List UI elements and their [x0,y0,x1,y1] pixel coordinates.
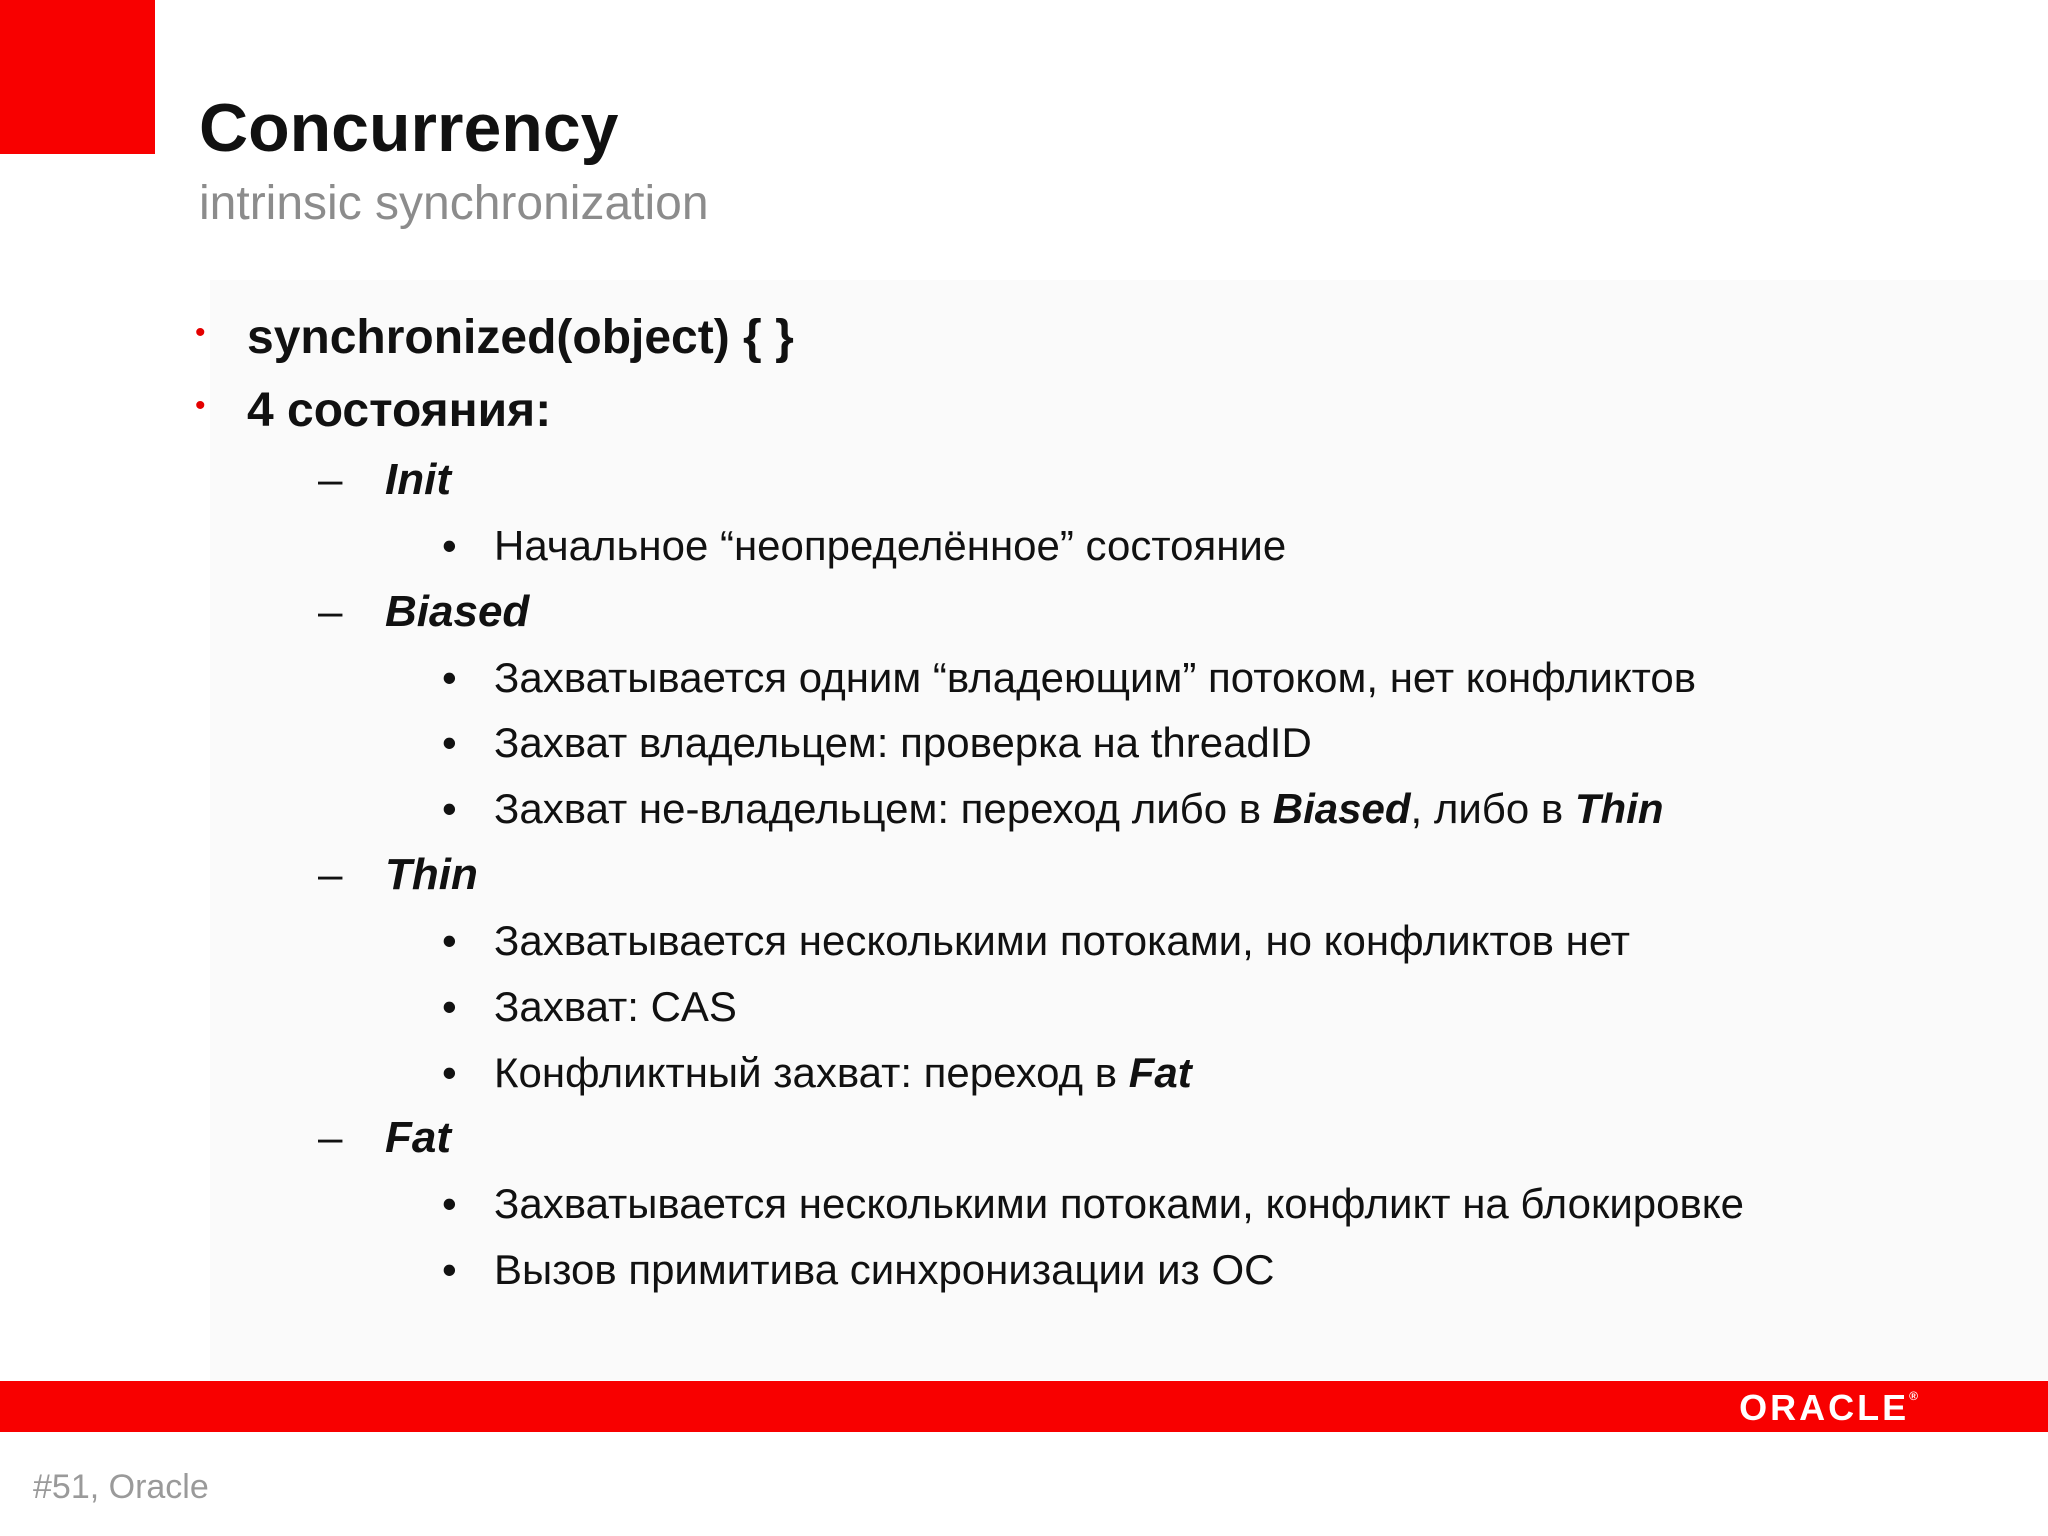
bullet-marker: • [442,917,457,964]
detail-text: Захватывается одним “владеющим” потоком, нет конфликтов [494,654,1697,701]
oracle-logo-text: ORACLE [1739,1387,1910,1428]
oracle-logo [1739,1387,1918,1428]
registered-mark: ® [1909,1389,1918,1403]
detail-text-plain: Захват не-владельцем: переход либо в [494,785,1273,832]
detail-text: Начальное “неопределённое” состояние [494,522,1287,569]
detail-text-plain: , либо в [1410,785,1575,832]
dash-marker: – [318,587,343,636]
bullet-marker: • [442,719,457,766]
dash-marker: – [318,1113,343,1162]
bullet-text: 4 состояния: [247,384,552,437]
footer-bar [0,1381,2048,1432]
emphasized-state: Fat [1128,1049,1192,1096]
detail-text: Захват владельцем: проверка на threadID [494,719,1312,766]
detail-text: Захватывается несколькими потоками, конфликт на блокировке [494,1180,1745,1227]
detail-text [494,1049,1192,1096]
detail-text: Захватывается несколькими потоками, но конфликтов нет [494,917,1631,964]
bullet-marker: • [442,522,457,569]
bullet-marker: • [442,1246,457,1293]
state-name: Biased [385,587,530,636]
bullet-marker: • [442,1180,457,1227]
dash-marker: – [318,455,343,504]
bullet-marker: • [442,1049,457,1096]
state-name: Init [385,455,451,504]
state-name: Fat [385,1113,451,1162]
bullet-marker: • [442,654,457,701]
state-name: Thin [385,850,478,899]
bullet-marker: • [442,983,457,1030]
detail-text: Вызов примитива синхронизации из ОС [494,1246,1275,1293]
bullet-marker: • [442,785,457,832]
slide-caption: #51, Oracle [33,1468,209,1506]
bullet-marker: • [195,316,206,349]
bullet-marker: • [195,389,206,422]
emphasized-state: Biased [1272,785,1411,832]
detail-text: Захват: CAS [494,983,737,1030]
slide-title: Concurrency [199,90,619,166]
emphasized-state: Thin [1574,785,1664,832]
dash-marker: – [318,850,343,899]
bullet-text: synchronized(object) { } [247,311,794,364]
slide-subtitle: intrinsic synchronization [199,177,709,230]
brand-corner-square [0,0,155,154]
detail-text [494,785,1664,832]
detail-text-plain: Конфликтный захват: переход в [494,1049,1129,1096]
